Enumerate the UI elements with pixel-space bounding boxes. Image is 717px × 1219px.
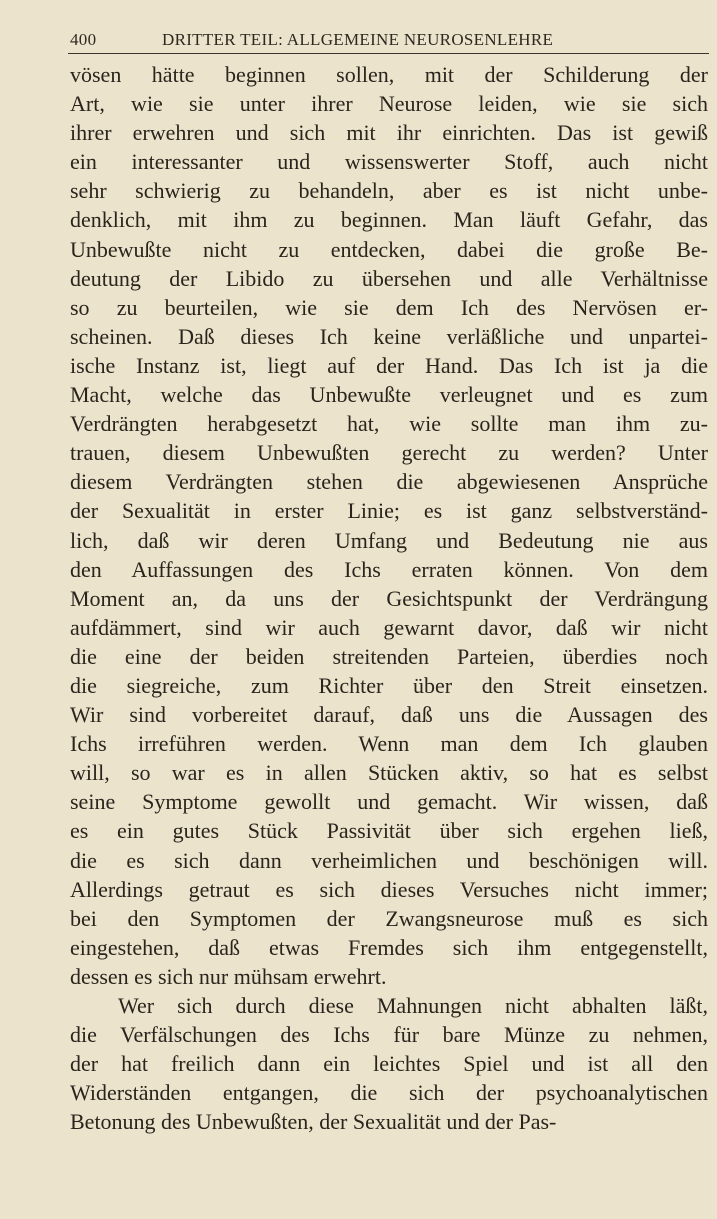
text-line: lich, daß wir deren Umfang und Bedeutung nie aus	[70, 527, 708, 553]
text-line: die siegreiche, zum Richter über den Streit einsetzen.	[70, 672, 708, 698]
text-line: aufdämmert, sind wir auch gewarnt davor, daß wir nicht	[70, 614, 708, 640]
running-head	[70, 30, 700, 50]
text-line: so zu beurteilen, wie sie dem Ich des Nervösen er-	[70, 294, 708, 320]
text-line: der Sexualität in erster Linie; es ist ganz selbstverständ-	[70, 498, 708, 524]
text-line: denklich, mit ihm zu beginnen. Man läuft Gefahr, das	[70, 207, 708, 233]
text-line: Unbewußte nicht zu entdecken, dabei die große Be-	[70, 236, 708, 262]
text-line: die Verfälschungen des Ichs für bare Münze zu nehmen,	[70, 1022, 708, 1048]
text-line: Widerständen entgangen, die sich der psychoanalytischen	[70, 1080, 708, 1106]
text-line: Ichs irreführen werden. Wenn man dem Ich glauben	[70, 731, 708, 757]
text-line: Moment an, da uns der Gesichtspunkt der Verdrängung	[70, 585, 708, 611]
text-line: es ein gutes Stück Passivität über sich ergehen ließ,	[70, 818, 708, 844]
text-line: ihrer erwehren und sich mit ihr einrichten. Das ist gewiß	[70, 120, 708, 146]
text-line: scheinen. Daß dieses Ich keine verläßliche und unpartei-	[70, 323, 708, 349]
text-line: diesem Verdrängten stehen die abgewiesenen Ansprüche	[70, 469, 708, 495]
text-line: deutung der Libido zu übersehen und alle Verhältnisse	[70, 265, 708, 291]
text-line: Art, wie sie unter ihrer Neurose leiden, wie sie sich	[70, 91, 708, 117]
page-number: 400	[70, 30, 97, 49]
text-line: ein interessanter und wissenswerter Stoff, auch nicht	[70, 149, 708, 175]
header-rule	[68, 53, 709, 54]
text-line: will, so war es in allen Stücken aktiv, so hat es selbst	[70, 760, 708, 786]
text-line: seine Symptome gewollt und gemacht. Wir wissen, daß	[70, 789, 708, 815]
text-line: sehr schwierig zu behandeln, aber es ist nicht unbe-	[70, 178, 708, 204]
text-line: Wer sich durch diese Mahnungen nicht abhalten läßt,	[118, 993, 708, 1018]
text-line: eingestehen, daß etwas Fremdes sich ihm entgegenstellt,	[70, 934, 708, 960]
text-line: trauen, diesem Unbewußten gerecht zu werden? Unter	[70, 440, 708, 466]
text-line: bei den Symptomen der Zwangsneurose muß es sich	[70, 905, 708, 931]
text-line: Wir sind vorbereitet darauf, daß uns die Aussagen des	[70, 702, 708, 728]
text-line: der hat freilich dann ein leichtes Spiel und ist all den	[70, 1051, 708, 1077]
text-line: die eine der beiden streitenden Parteien, überdies noch	[70, 643, 708, 669]
text-line: Macht, welche das Unbewußte verleugnet und es zum	[70, 382, 708, 408]
text-line: ische Instanz ist, liegt auf der Hand. Das Ich ist ja die	[70, 352, 708, 378]
running-title: DRITTER TEIL: ALLGEMEINE NEUROSENLEHRE	[162, 30, 554, 49]
text-line: Betonung des Unbewußten, der Sexualität und der Pas-	[70, 1109, 557, 1135]
text-line: Verdrängten herabgesetzt hat, wie sollte man ihm zu-	[70, 411, 708, 437]
text-line: dessen es sich nur mühsam erwehrt.	[70, 963, 387, 989]
text-line: Allerdings getraut es sich dieses Versuches nicht immer;	[70, 876, 708, 902]
text-line: vösen hätte beginnen sollen, mit der Schilderung der	[70, 62, 708, 87]
text-line: die es sich dann verheimlichen und beschönigen will.	[70, 847, 708, 873]
text-line: den Auffassungen des Ichs erraten können. Von dem	[70, 556, 708, 582]
body-text	[70, 60, 708, 1136]
